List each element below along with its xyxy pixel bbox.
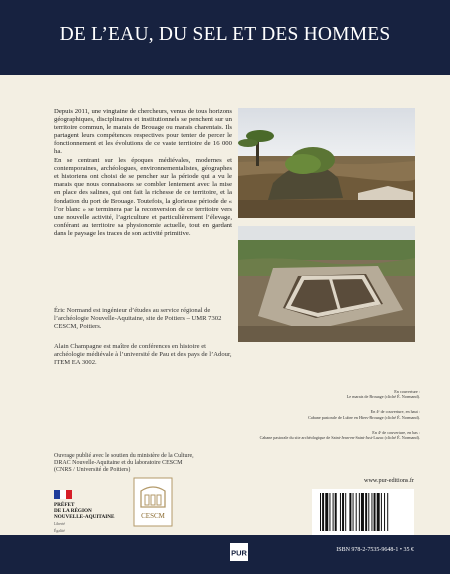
publisher-website: www.pur-editions.fr bbox=[364, 477, 414, 484]
author-bios bbox=[54, 307, 234, 379]
bio-eric-normand: Éric Normand est ingénieur d’études au service régional de l’archéologie Nouvelle-Aquitaine, site de Poitiers – UMR 7302 CESCM, Poitiers. bbox=[54, 307, 222, 330]
publication-support: Ouvrage publié avec le soutien du ministère de la Culture, DRAC Nouvelle-Aquitaine et du laboratoire CESCM (CNRS / Université de Poitiers) bbox=[54, 453, 194, 473]
french-flag-icon bbox=[54, 490, 72, 499]
pur-label: PUR bbox=[231, 548, 247, 558]
blurb-paragraph-1: Depuis 2011, une vingtaine de chercheurs, venus de tous horizons géographiques, disciplinaires et institutionnels se penchent sur un territoire commun, le marais de Brouage ou marais charentais. Ils partagent leurs compétences respectives pour tenter de percer le fonctionnement et les évolutions de ce vaste territoire de 16 000 ha. bbox=[54, 108, 232, 156]
credit-back-top: En 4ᵉ de couverture, en haut : Cabane pastorale de Lubre en Hiers-Brouage (cliché É. Normand). bbox=[308, 409, 420, 420]
prefet-region-logo: PRÉFET DE LA RÉGION NOUVELLE-AQUITAINE Liberté Égalité bbox=[54, 490, 124, 540]
blurb-paragraph-2: En se centrant sur les époques médiévales, modernes et contemporaines, archéologues, environnementalistes, géographes et historiens ont choisi de se pencher sur la période qui a vu le marais que nous connaissons se combler lentement avec la mise en place des salines, qui ont fait la richesse de ce territoire, et la fondation du port de Brouage. Toutefois, la glorieuse période de « l’or blanc » se terminera par la reconversion de ce territoire vers une nouvelle activité, l’agriculture et particulièrement l’élevage, conférant au territoire sa physionomie actuelle, tout en gardant dans le paysage les traces de son activité primitive. bbox=[54, 157, 232, 237]
barcode-bar bbox=[381, 493, 382, 531]
barcode-bar bbox=[340, 493, 341, 531]
footer-band bbox=[0, 535, 450, 574]
barcode-bar bbox=[353, 493, 354, 531]
barcode-bar bbox=[329, 493, 330, 531]
header-band bbox=[0, 0, 450, 75]
barcode-bar bbox=[368, 493, 369, 531]
barcode-bar bbox=[377, 493, 380, 531]
barcode-bar bbox=[349, 493, 351, 531]
book-title: DE L’EAU, DU SEL ET DES HOMMES bbox=[59, 24, 391, 45]
barcode-bar bbox=[384, 493, 385, 531]
barcode-bar bbox=[320, 493, 321, 531]
photo-credits bbox=[250, 389, 420, 450]
barcode-bar bbox=[371, 493, 372, 531]
barcode-bar bbox=[322, 493, 324, 531]
barcode-bar bbox=[356, 493, 357, 531]
barcode-bar bbox=[345, 493, 346, 531]
barcode-bar bbox=[359, 493, 360, 531]
pur-logo bbox=[230, 543, 248, 561]
barcode-bar bbox=[374, 493, 376, 531]
barcode-bar bbox=[325, 493, 328, 531]
barcode-bar bbox=[361, 493, 364, 531]
cescm-label: CESCM bbox=[141, 512, 165, 520]
bio-alain-champagne: Alain Champagne est maître de conférences en histoire et archéologie médiévale à l’université de Pau et des pays de l’Adour, ITEM EA 3002. bbox=[54, 343, 232, 366]
photo-cabane-saint-jean bbox=[238, 226, 415, 342]
barcode-bar bbox=[335, 493, 337, 531]
barcode-bar bbox=[342, 493, 344, 531]
blurb bbox=[54, 108, 232, 239]
credit-back-bottom: En 4ᵉ de couverture, en bas : Cabane pastorale du site archéologique de Saint-Jean-en-Saint-Just-Luzac (cliché É. Normand). bbox=[259, 429, 420, 441]
barcode-bar bbox=[387, 493, 388, 531]
isbn-price: ISBN 978-2-7535-9648-1 • 35 € bbox=[336, 547, 414, 553]
barcode-bar bbox=[365, 493, 367, 531]
credit-cover: En couverture : Le marais de Brouage (cliché É. Normand). bbox=[346, 389, 420, 400]
photo-cabane-lubre bbox=[238, 108, 415, 218]
barcode-bar bbox=[333, 493, 334, 531]
cescm-logo bbox=[133, 477, 173, 527]
